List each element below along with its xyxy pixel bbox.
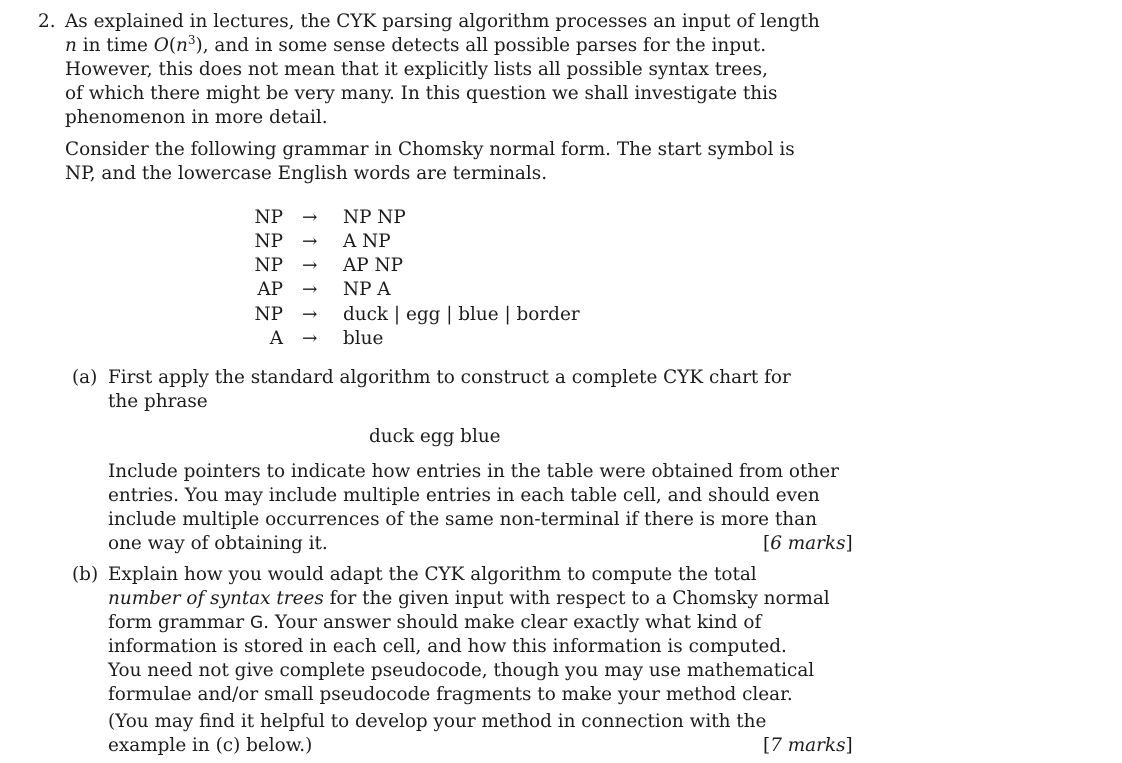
math-open-paren: ( — [168, 35, 177, 56]
part-b-marks — [763, 734, 853, 758]
bracket-open: [ — [763, 533, 771, 554]
rule-lhs: NP — [254, 304, 283, 325]
part-b-line-3-post: . Your answer should make clear exactly what kind of — [263, 612, 762, 633]
math-close-paren: ) — [195, 35, 203, 56]
arrow-icon: → — [302, 207, 318, 228]
question-number: 2. — [38, 11, 56, 32]
part-b-line-6: formulae and/or small pseudocode fragments to make your method clear. — [108, 684, 793, 705]
arrow-icon: → — [302, 279, 318, 300]
arrow-icon: → — [302, 328, 318, 349]
rule-lhs: AP — [257, 279, 283, 300]
intro-line-2 — [65, 33, 767, 59]
part-b-line-2-rest: for the given input with respect to a Chomsky normal — [323, 588, 830, 609]
intro-line-2-rest: , and in some sense detects all possible parses for the input. — [202, 35, 767, 56]
grammar-symbol-g: G — [249, 613, 264, 633]
part-b-line-7: (You may find it helpful to develop your method in connection with the — [108, 711, 767, 732]
part-b-line-3 — [108, 611, 762, 635]
intro-line-1: As explained in lectures, the CYK parsing algorithm processes an input of length — [65, 11, 820, 32]
rule-rhs: blue — [343, 328, 384, 349]
intro-line-5: phenomenon in more detail. — [65, 107, 328, 128]
rule-lhs: A — [269, 328, 283, 349]
part-a-marks — [763, 532, 853, 556]
part-b-line-2 — [108, 587, 830, 611]
consider-line-2: NP, and the lowercase English words are terminals. — [65, 163, 548, 184]
part-a-line-5: include multiple occurrences of the same non-terminal if there is more than — [108, 509, 817, 530]
arrow-icon: → — [302, 255, 318, 276]
bracket-open: [ — [763, 735, 771, 756]
part-b-line-8: example in (c) below.) — [108, 735, 313, 756]
math-n: n — [65, 35, 77, 56]
part-b-line-1: Explain how you would adapt the CYK algorithm to compute the total — [108, 564, 757, 585]
part-b-line-5: You need not give complete pseudocode, though you may use mathematical — [108, 660, 815, 681]
math-n-squared-base: n — [176, 35, 188, 56]
part-a-phrase: duck egg blue — [369, 426, 501, 447]
math-exponent: 3 — [187, 33, 196, 47]
part-a-label: (a) — [72, 367, 98, 388]
intro-line-3: However, this does not mean that it explicitly lists all possible syntax trees, — [65, 59, 768, 80]
intro-in-time: in time — [82, 35, 148, 56]
consider-line-1: Consider the following grammar in Chomsky normal form. The start symbol is — [65, 139, 795, 160]
part-b-emphasis: number of syntax trees — [108, 588, 324, 609]
part-a-line-3: Include pointers to indicate how entries in the table were obtained from other — [108, 461, 839, 482]
rule-lhs: NP — [254, 207, 283, 228]
part-b-label: (b) — [72, 564, 99, 585]
rule-lhs: NP — [254, 255, 283, 276]
rule-rhs: duck | egg | blue | border — [343, 304, 580, 325]
bracket-close: ] — [845, 533, 853, 554]
part-b-line-4: information is stored in each cell, and how this information is computed. — [108, 636, 787, 657]
part-a-line-4: entries. You may include multiple entries in each table cell, and should even — [108, 485, 820, 506]
part-b-line-3-pre: form grammar — [108, 612, 250, 633]
rule-rhs: AP NP — [343, 255, 403, 276]
part-a-line-2: the phrase — [108, 391, 208, 412]
part-a-line-6: one way of obtaining it. — [108, 533, 328, 554]
bracket-close: ] — [845, 735, 853, 756]
rule-rhs: A NP — [343, 231, 391, 252]
marks-text: 6 marks — [770, 533, 846, 554]
math-big-o: O — [153, 35, 169, 56]
rule-rhs: NP A — [343, 279, 391, 300]
arrow-icon: → — [302, 231, 318, 252]
rule-lhs: NP — [254, 231, 283, 252]
intro-line-4: of which there might be very many. In this question we shall investigate this — [65, 83, 778, 104]
marks-text: 7 marks — [770, 735, 846, 756]
part-a-line-1: First apply the standard algorithm to construct a complete CYK chart for — [108, 367, 791, 388]
rule-rhs: NP NP — [343, 207, 406, 228]
arrow-icon: → — [302, 304, 318, 325]
